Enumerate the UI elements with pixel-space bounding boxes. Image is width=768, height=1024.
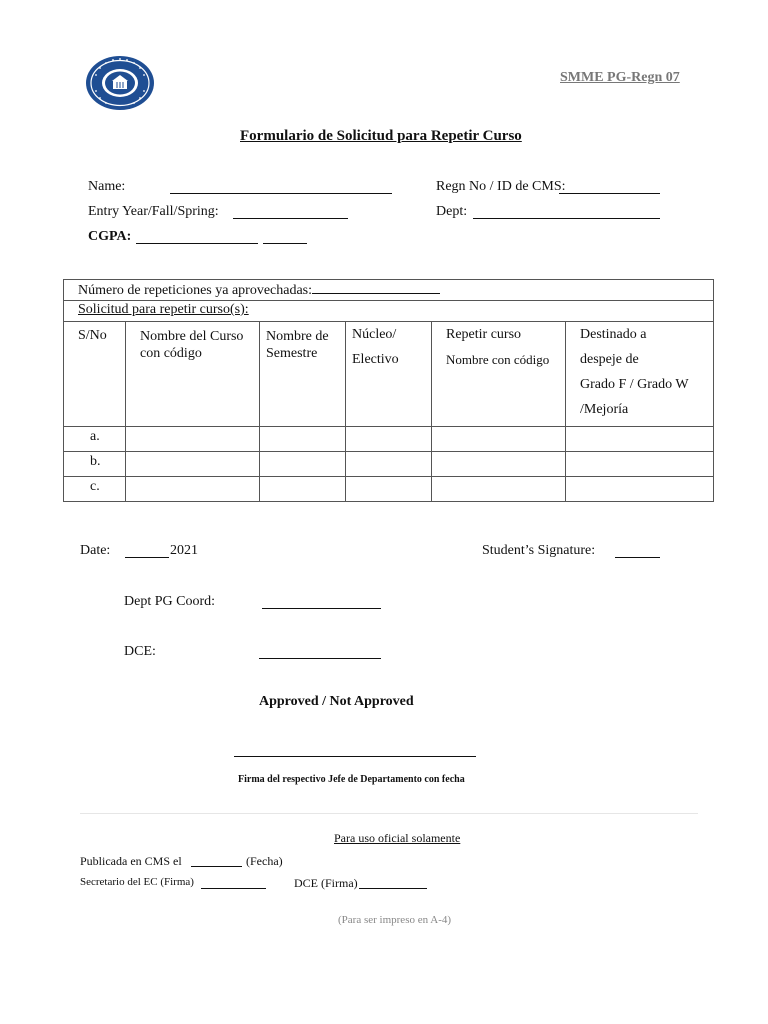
row-label: c.: [64, 477, 126, 502]
office-use-title: Para uso oficial solamente: [334, 831, 461, 845]
cell-semester[interactable]: [260, 427, 346, 452]
repetitions-label: Número de repeticiones ya aprovechadas:: [78, 283, 313, 298]
hod-signature-caption: Firma del respectivo Jefe de Departamento con fecha: [238, 774, 465, 785]
regn-field[interactable]: [559, 179, 660, 194]
header-destination: Destinado a despeje de Grado F / Grado W /Mejoría: [566, 322, 714, 427]
print-note: (Para ser impreso en A-4): [338, 914, 452, 926]
cell-destination[interactable]: [566, 452, 714, 477]
name-label: Name:: [88, 179, 126, 194]
cell-course[interactable]: [126, 427, 260, 452]
form-title: Formulario de Solicitud para Repetir Curso: [240, 128, 522, 144]
cell-core[interactable]: [346, 477, 432, 502]
cell-course[interactable]: [126, 452, 260, 477]
cell-repeat[interactable]: [432, 427, 566, 452]
cell-destination[interactable]: [566, 477, 714, 502]
document-code: SMME PG-Regn 07: [560, 70, 680, 85]
table-row: [64, 452, 714, 477]
header-core: Núcleo/ Electivo: [346, 322, 432, 427]
dce-label: DCE:: [124, 644, 156, 659]
cell-core[interactable]: [346, 427, 432, 452]
cell-semester[interactable]: [260, 452, 346, 477]
request-row: [64, 301, 714, 322]
header-repeat: Repetir curso Nombre con código: [432, 322, 566, 427]
dce-sign-label: DCE (Firma): [294, 876, 358, 890]
entry-year-field[interactable]: [233, 204, 348, 219]
dept-label: Dept:: [436, 204, 468, 219]
repetitions-row: [64, 280, 714, 301]
cgpa-label: CGPA:: [88, 229, 132, 244]
dept-pg-coord-field[interactable]: [262, 594, 381, 609]
cell-course[interactable]: [126, 477, 260, 502]
header-sno: S/No: [64, 322, 126, 427]
request-label: Solicitud para repetir curso(s):: [78, 302, 249, 317]
regn-label: Regn No / ID de CMS:: [436, 179, 566, 194]
header-course: Nombre del Curso con código: [126, 322, 260, 427]
dce-signature-field[interactable]: [359, 876, 427, 889]
name-field[interactable]: [170, 179, 392, 194]
cell-semester[interactable]: [260, 477, 346, 502]
course-table: [63, 279, 714, 502]
table-header-row: [64, 322, 714, 427]
hod-signature-field[interactable]: [234, 744, 476, 757]
row-label: a.: [64, 427, 126, 452]
date-field[interactable]: [125, 543, 169, 558]
table-row: [64, 477, 714, 502]
dept-field[interactable]: [473, 204, 660, 219]
cgpa-field-extra[interactable]: [263, 229, 307, 244]
published-suffix: (Fecha): [246, 854, 283, 868]
student-signature-field[interactable]: [615, 543, 660, 558]
cell-repeat[interactable]: [432, 477, 566, 502]
cgpa-field[interactable]: [136, 229, 258, 244]
secretary-label: Secretario del EC (Firma): [80, 876, 194, 888]
date-label: Date:: [80, 543, 111, 558]
approval-status: Approved / Not Approved: [259, 694, 414, 709]
secretary-signature-field[interactable]: [201, 876, 266, 889]
university-logo: [84, 55, 156, 111]
header-semester: Nombre de Semestre: [260, 322, 346, 427]
cell-destination[interactable]: [566, 427, 714, 452]
published-date-field[interactable]: [191, 854, 242, 867]
table-row: [64, 427, 714, 452]
published-label: Publicada en CMS el: [80, 854, 182, 868]
row-label: b.: [64, 452, 126, 477]
entry-year-label: Entry Year/Fall/Spring:: [88, 204, 219, 219]
cell-repeat[interactable]: [432, 452, 566, 477]
dept-pg-coord-label: Dept PG Coord:: [124, 594, 215, 609]
student-signature-label: Student’s Signature:: [482, 543, 596, 558]
section-divider: [80, 813, 698, 814]
cell-core[interactable]: [346, 452, 432, 477]
dce-field[interactable]: [259, 644, 381, 659]
repetitions-field[interactable]: [312, 281, 440, 294]
date-year: 2021: [170, 543, 198, 558]
